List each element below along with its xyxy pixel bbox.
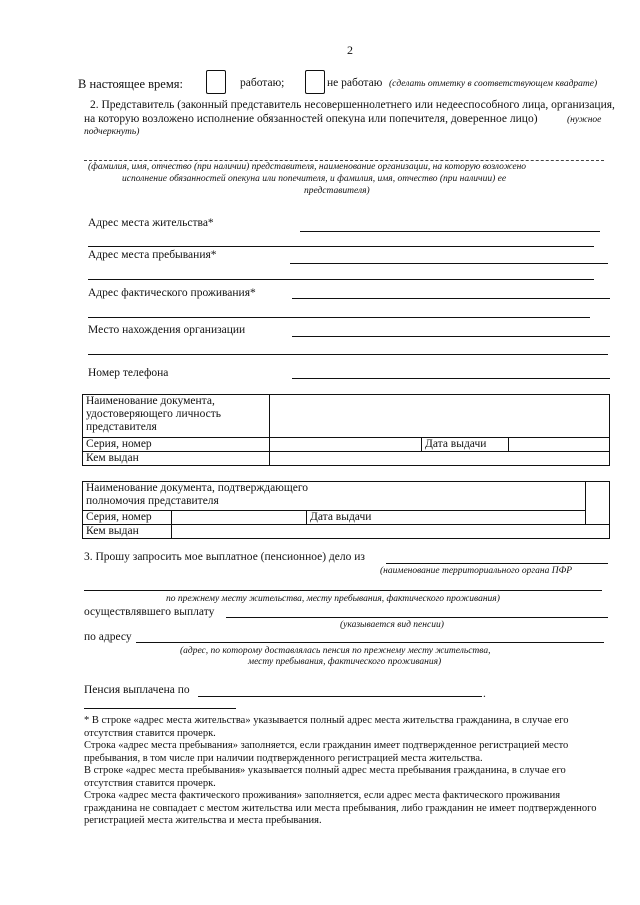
status-hint: (сделать отметку в соответствующем квадрате): [389, 79, 598, 89]
name-caption-2: исполнение обязанностей опекуна или попечителя, и фамилия, имя, отчество (при наличии) ее: [122, 174, 507, 184]
checkbox-working[interactable]: [206, 70, 226, 94]
id-doc-issued-value[interactable]: [270, 452, 610, 466]
footnote-3-line-1: В строке «адрес места пребывания» указывается полный адрес места пребывания гражданина, в случае его: [84, 765, 566, 776]
footnote-4-line-2: гражданина не совпадает с местом жительства или места пребывания, либо гражданин не имеет подтвержденного: [84, 802, 597, 814]
address-caption-1: (адрес, по которому доставлялась пенсия по прежнему месту жительства,: [180, 646, 491, 656]
pfr-body-field-2[interactable]: [84, 590, 602, 591]
footnote-separator: [84, 708, 236, 709]
id-doc-name-2: удостоверяющего личность: [86, 408, 221, 420]
paid-until-dot: .: [483, 688, 486, 700]
section2-hint-b: подчеркнуть): [84, 127, 140, 137]
checkbox-not-working[interactable]: [305, 70, 325, 94]
footnote-4-line-3: регистрацией места жительства и места пребывания.: [84, 815, 322, 826]
org-location-label: Место нахождения организации: [88, 324, 246, 336]
paying-label: осуществлявшего выплату: [84, 606, 215, 618]
status-label: В настоящее время:: [78, 77, 183, 91]
id-doc-name-3: представителя: [86, 421, 157, 433]
id-document-table: [82, 394, 610, 466]
phone-field[interactable]: [292, 378, 610, 379]
auth-doc-issued-label: Кем выдан: [83, 525, 172, 539]
auth-doc-series-value[interactable]: [172, 511, 307, 525]
authority-document-table: [82, 481, 610, 539]
footnote-1-line-1: * В строке «адрес места жительства» указывается полный адрес места жительства гражданина, в случае его: [84, 715, 569, 726]
page-number: 2: [347, 43, 353, 57]
pension-type-caption: (указывается вид пенсии): [340, 620, 444, 630]
name-caption-3: представителя): [304, 186, 370, 196]
id-doc-series-value[interactable]: [270, 438, 422, 452]
id-doc-date-label: Дата выдачи: [422, 438, 509, 452]
actual-address-field-2[interactable]: [88, 317, 590, 318]
auth-doc-name-1: Наименование документа, подтверждающего: [86, 482, 308, 494]
phone-label: Номер телефона: [88, 367, 169, 379]
option-not-working-label: не работаю: [327, 77, 383, 89]
actual-address-field[interactable]: [292, 298, 610, 299]
footnote-3-line-2: отсутствия ставится прочерк.: [84, 777, 216, 789]
residence-address-field[interactable]: [300, 231, 600, 232]
section2-line2: на которую возложено исполнение обязанностей опекуна или попечителя, доверенное лицо): [84, 113, 538, 125]
pfr-caption: (наименование территориального органа ПФР: [380, 566, 573, 576]
id-doc-name-cell: [83, 395, 270, 438]
org-location-field-2[interactable]: [88, 354, 608, 355]
section2-line1: 2. Представитель (законный представитель несовершеннолетнего или недееспособного лица, организация,: [90, 99, 615, 111]
stay-address-field[interactable]: [290, 263, 608, 264]
option-working-label: работаю;: [240, 77, 285, 89]
paid-until-field[interactable]: [198, 696, 482, 697]
prev-place-caption: по прежнему месту жительства, месту пребывания, фактического проживания): [166, 594, 500, 604]
actual-address-label: Адрес фактического проживания*: [88, 287, 256, 299]
section2-hint-a: (нужное: [567, 115, 602, 125]
stay-address-label: Адрес места пребывания*: [88, 249, 217, 261]
footnote-4-line-1: Строка «адрес места фактического проживания» заполняется, если адрес места фактического проживания: [84, 790, 561, 801]
footnotes: [84, 715, 626, 828]
auth-doc-date-label: Дата выдачи: [307, 511, 586, 525]
address-label: по адресу: [84, 631, 132, 643]
id-doc-date-value[interactable]: [509, 438, 610, 452]
stay-address-field-2[interactable]: [88, 279, 594, 280]
residence-address-label: Адрес места жительства*: [88, 217, 214, 229]
auth-doc-name-2: полномочия представителя: [86, 495, 219, 507]
name-caption-1: (фамилия, имя, отчество (при наличии) представителя, наименование организации, на которую возложено: [88, 162, 527, 172]
auth-doc-series-label: Серия, номер: [83, 511, 172, 525]
section3-request: 3. Прошу запросить мое выплатное (пенсионное) дело из: [84, 551, 365, 563]
paid-until-label: Пенсия выплачена по: [84, 684, 190, 696]
pfr-body-field[interactable]: [386, 563, 608, 564]
residence-address-field-2[interactable]: [88, 246, 594, 247]
pension-type-field[interactable]: [226, 617, 608, 618]
auth-doc-issued-value[interactable]: [172, 525, 610, 539]
delivery-address-field[interactable]: [136, 642, 604, 643]
representative-name-field[interactable]: [84, 160, 604, 161]
footnote-2-line-1: Строка «адрес места пребывания» заполняется, если гражданин имеет подтвержденное регистрацией место: [84, 740, 569, 751]
id-doc-name-value[interactable]: [270, 395, 610, 438]
footnote-2-line-2: пребывания, в том числе при наличии подтвержденного регистрацией места жительства.: [84, 752, 483, 764]
auth-doc-name-cell: [83, 482, 586, 511]
id-doc-series-label: Серия, номер: [83, 438, 270, 452]
org-location-field[interactable]: [292, 336, 610, 337]
id-doc-name-1: Наименование документа,: [86, 395, 215, 407]
auth-doc-name-value[interactable]: [585, 482, 609, 525]
footnote-1-line-2: отсутствия ставится прочерк.: [84, 727, 216, 739]
address-caption-2: месту пребывания, фактического проживания): [248, 657, 442, 667]
id-doc-issued-label: Кем выдан: [83, 452, 270, 466]
